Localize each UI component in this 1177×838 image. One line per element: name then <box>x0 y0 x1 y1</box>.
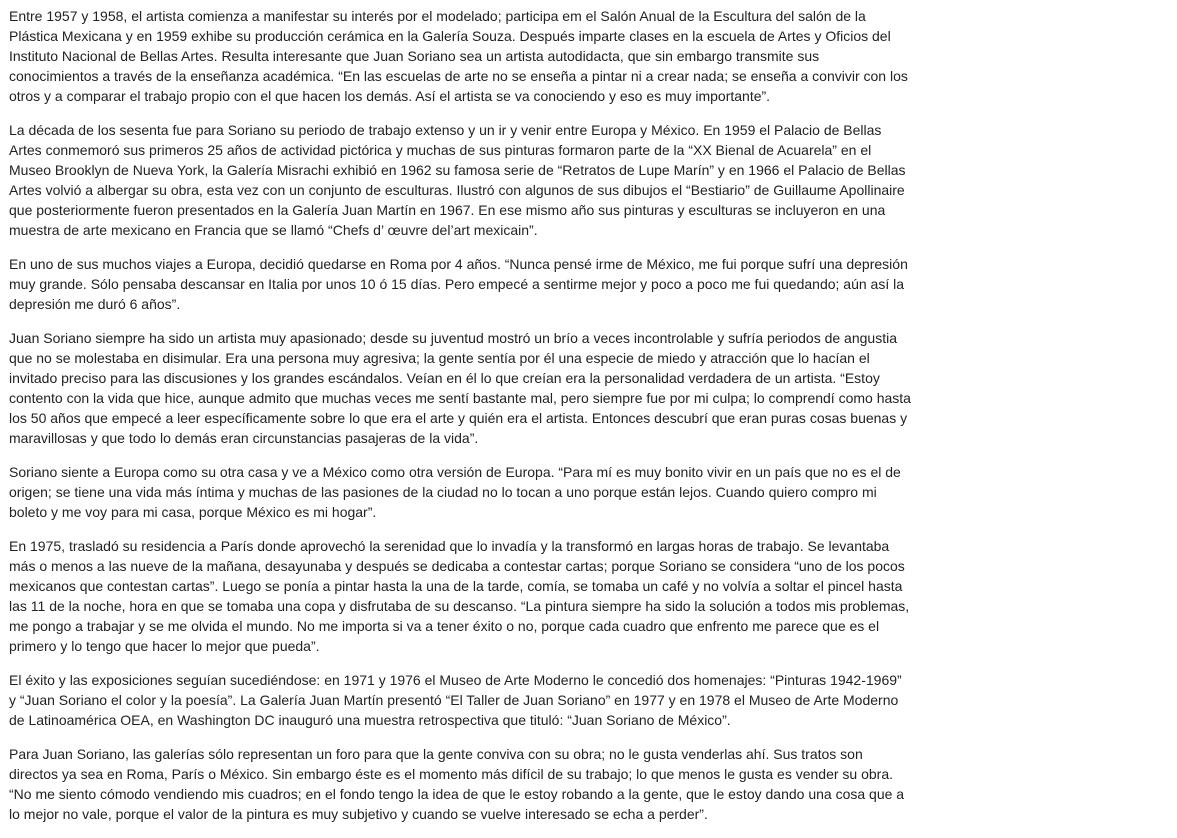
paragraph-8: Para Juan Soriano, las galerías sólo representan un foro para que la gente conviva con su obra; no le gusta venderlas ahí. Sus tratos son directos ya sea en Roma, París o México. Sin embargo éste es el momento más difícil de su trabajo; lo que menos le gusta es vender su obra. “No me siento cómodo vendiendo mis cuadros; en el fondo tengo la idea de que le estoy robando a la gente, que le estoy dando una cosa que a lo mejor no vale, porque el valor de la pintura es muy subjetivo y cuando se vuelve interesado se echa a perder”. <box>9 746 905 822</box>
paragraph-3: En uno de sus muchos viajes a Europa, decidió quedarse en Roma por 4 años. “Nunca pensé irme de México, me fui porque sufrí una depresión muy grande. Sólo pensaba descansar en Italia por unos 10 ó 15 días. Pero empecé a sentirme mejor y poco a poco me fui quedando; aún así la depresión me duró 6 años”. <box>9 256 908 312</box>
article-body <box>9 6 912 838</box>
paragraph-4: Juan Soriano siempre ha sido un artista muy apasionado; desde su juventud mostró un brío a veces incontrolable y sufría periodos de angustia que no se molestaba en disimular. Era una persona muy agresiva; la gente sentía por él una especie de miedo y atracción que lo hacían el invitado preciso para las discusiones y los grandes escándalos. Veían en él lo que creían era la personalidad verdadera de un artista. “Estoy contento con la vida que hice, aunque admito que muchas veces me sentí bastante mal, pero siempre fue por mi culpa; lo comprendí como hasta los 50 años que empecé a leer específicamente sobre lo que era el arte y quién era el artista. Entonces descubrí que eran puras cosas buenas y maravillosas y que todo lo demás eran circunstancias pasajeras de la vida”. <box>9 330 911 446</box>
paragraph-5: Soriano siente a Europa como su otra casa y ve a México como otra versión de Europa. “Para mí es muy bonito vivir en un país que no es el de origen; se tiene una vida más íntima y muchas de las pasiones de la ciudad no lo tocan a uno porque están lejos. Cuando quiero compro mi boleto y me voy para mi casa, porque México es mi hogar”. <box>9 464 901 520</box>
paragraph-1: Entre 1957 y 1958, el artista comienza a manifestar su interés por el modelado; participa em el Salón Anual de la Escultura del salón de la Plástica Mexicana y en 1959 exhibe su producción cerámica en la Galería Souza. Después imparte clases en la escuela de Artes y Oficios del Instituto Nacional de Bellas Artes. Resulta interesante que Juan Soriano sea un artista autodidacta, que sin embargo transmite sus conocimientos a través de la enseñanza académica. “En las escuelas de arte no se enseña a pintar ni a crear nada; se enseña a convivir con los otros y a comparar el trabajo propio con el que hacen los demás. Así el artista se va conociendo y eso es muy importante”. <box>9 8 908 104</box>
paragraph-7: El éxito y las exposiciones seguían sucediéndose: en 1971 y 1976 el Museo de Arte Moderno le concedió dos homenajes: “Pinturas 1942-1969” y “Juan Soriano el color y la poesía”. La Galería Juan Martín presentó “El Taller de Juan Soriano” en 1977 y en 1978 el Museo de Arte Moderno de Latinoamérica OEA, en Washington DC inauguró una muestra retrospectiva que tituló: “Juan Soriano de México”. <box>9 672 902 728</box>
paragraph-2: La década de los sesenta fue para Soriano su periodo de trabajo extenso y un ir y venir entre Europa y México. En 1959 el Palacio de Bellas Artes conmemoró sus primeros 25 años de actividad pictórica y muchas de sus pinturas formaron parte de la “XX Bienal de Acuarela” en el Museo Brooklyn de Nueva York, la Galería Misrachi exhibió en 1962 su famosa serie de “Retratos de Lupe Marín” y en 1966 el Palacio de Bellas Artes volvió a albergar su obra, esta vez con un conjunto de esculturas. Ilustró con algunos de sus dibujos el “Bestiario” de Guillaume Apollinaire que posteriormente fueron presentados en la Galería Juan Martín en 1967. En ese mismo año sus pinturas y esculturas se incluyeron en una muestra de arte mexicano en Francia que se llamó “Chefs d’ œuvre del’art mexicain”. <box>9 122 906 238</box>
paragraph-6: En 1975, trasladó su residencia a París donde aprovechó la serenidad que lo invadía y la transformó en largas horas de trabajo. Se levantaba más o menos a las nueve de la mañana, desayunaba y después se dedicaba a contestar cartas; porque Soriano se considera “uno de los pocos mexicanos que contestan cartas”. Luego se ponía a pintar hasta la una de la tarde, comía, se tomaba un café y no volvía a soltar el pincel hasta las 11 de la noche, hora en que se tomaba una copa y disfrutaba de su descanso. “La pintura siempre ha sido la solución a todos mis problemas, me pongo a trabajar y se me olvida el mundo. No me importa si va a tener éxito o no, porque cada cuadro que enfrento me parece que es el primero y lo tengo que hacer lo mejor que pueda”. <box>9 538 910 654</box>
